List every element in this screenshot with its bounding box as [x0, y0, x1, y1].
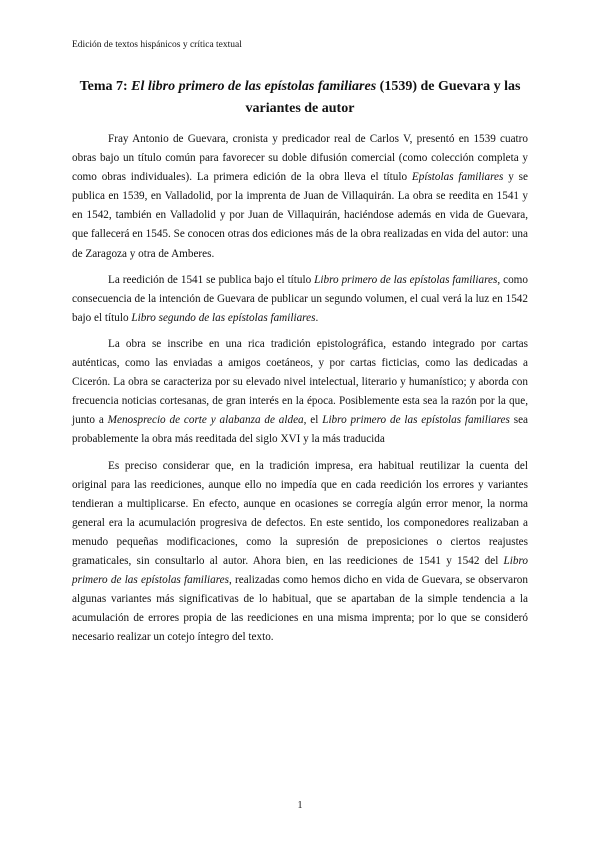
text-run: sea probablemente la obra más reeditada del siglo XVI y la más traducida — [72, 414, 529, 446]
paragraph-1 — [72, 130, 528, 264]
text-run: Es preciso considerar que, en la tradición impresa, era habitual reutilizar la cuenta del original para las reediciones, aunque ello no impedía que en cada reedición los errores y variantes tendieran a multiplicarse. En efecto, aunque en ocasiones se corregía algún error menor, la norma general era la acumulación progresiva de defectos. En este sentido, los componedores realizaban a menudo pequeñas modificaciones, como la supresión de preposiciones o ciertos reajustes gramaticales, sin consultarlo al autor. Ahora bien, en las reediciones de 1541 y 1542 del — [72, 459, 528, 567]
italic-title-run: Libro primero de las epístolas familiares — [314, 273, 498, 286]
italic-title-run: Libro segundo de las epístolas familiares — [131, 311, 316, 324]
text-run: La reedición de 1541 se publica bajo el título — [108, 273, 315, 286]
paragraph-2 — [72, 271, 528, 328]
text-run: . — [315, 311, 319, 324]
italic-title-run: Libro primero de las epístolas familiares — [322, 414, 510, 427]
italic-title-run: Menosprecio de corte y alabanza de aldea — [107, 414, 304, 427]
text-run: , como consecuencia de la intención de Guevara de publicar un segundo volumen, el cual verá la luz en 1542 bajo el título — [72, 273, 528, 324]
text-run: La obra se inscribe en una rica tradición epistolográfica, estando integrado por cartas auténticas, como las enviadas a amigos coetáneos, y por cartas ficticias, como las dedicadas a Cicerón. La obra se caracteriza por su elevado nivel intelectual, literario y humanístico; y aborda con frecuencia noticias cortesanas, de gran interés en la época. Posiblemente esta sea la razón por la que, junto a — [72, 337, 528, 427]
title-prefix: Tema 7: — [79, 79, 132, 94]
italic-title-run: Libro primero de las epístolas familiares — [72, 554, 528, 587]
title-work: El libro primero de las epístolas familiares — [131, 79, 377, 94]
text-run: y se publica en 1539, en Valladolid, por la imprenta de Juan de Villaquirán. La obra se reedita en 1541 y en 1542, también en Valladolid y por Juan de Villaquirán, haciéndose además en vida de Guevara, que fallecerá en 1545. Se conocen otras dos ediciones más de la obra realizadas en vida del autor: una de Zaragoza y otra de Amberes. — [72, 171, 528, 260]
running-header: Edición de textos hispánicos y crítica textual — [72, 40, 242, 50]
page-title — [60, 76, 540, 120]
page-number: 1 — [297, 800, 303, 811]
title-rest: (1539) de Guevara y las variantes de autor — [245, 79, 521, 116]
text-run: , realizadas como hemos dicho en vida de Guevara, se observaron algunas variantes más significativas de lo habitual, que se apartaban de la simple tendencia a la acumulación de errores propia de las reediciones en una misma imprenta; por lo que se consideró necesario realizar un cotejo íntegro del texto. — [72, 574, 528, 644]
text-run: , el — [303, 414, 323, 427]
body-text — [72, 130, 528, 654]
paragraph-3 — [72, 335, 528, 450]
paragraph-4 — [72, 457, 528, 648]
italic-title-run: Epístolas familiares — [411, 171, 504, 184]
text-run: Fray Antonio de Guevara, cronista y predicador real de Carlos V, presentó en 1539 cuatro obras bajo un título común para favorecer su doble difusión comercial (como colección completa y como obras individuales). La primera edición de la obra lleva el título — [72, 133, 528, 184]
